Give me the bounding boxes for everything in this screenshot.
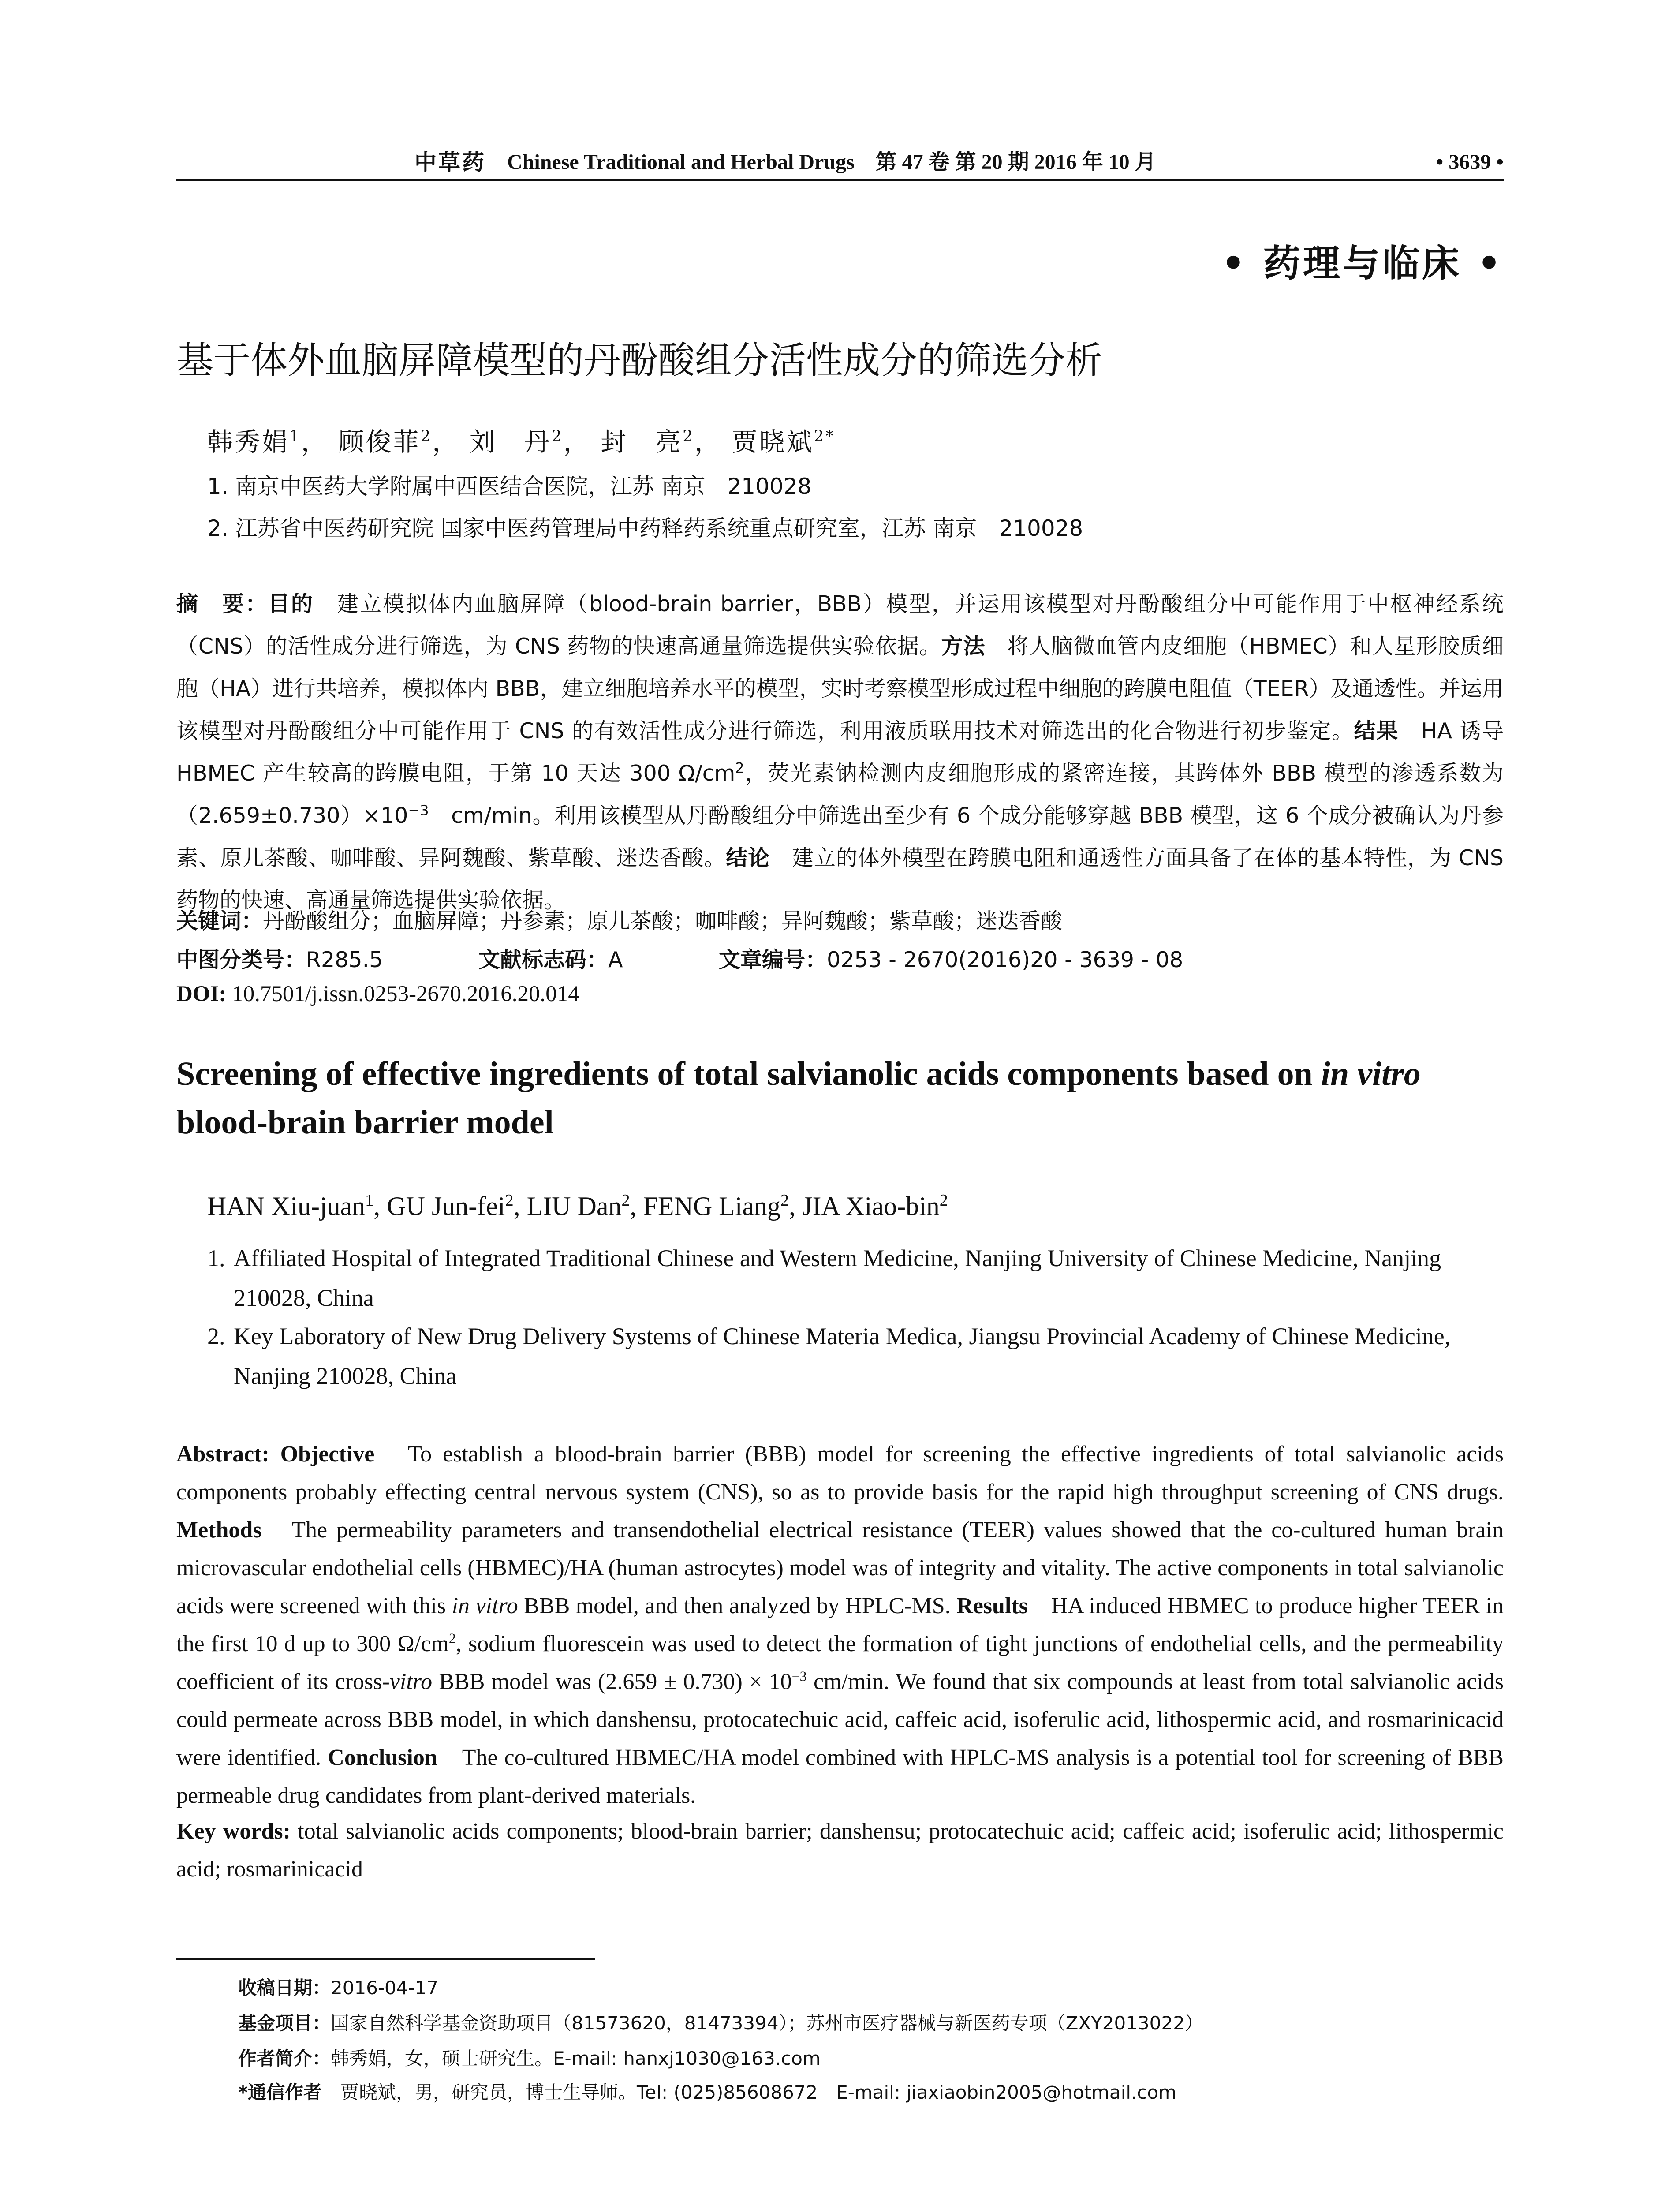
author-affil: 2: [505, 1191, 514, 1210]
footnote-text: 韩秀娟，女，硕士研究生。E-mail: hanxj1030@163.com: [331, 2048, 821, 2069]
footnote-rule: [176, 1958, 595, 1960]
results-text: BBB model was (2.659 ± 0.730) × 10: [432, 1669, 792, 1694]
en-keywords: [176, 1813, 1504, 1888]
footnote-text: 2016-04-17: [331, 1977, 439, 1999]
clc-value: R285.5: [306, 947, 383, 972]
doi-link[interactable]: 10.7501/j.issn.0253-2670.2016.20.014: [226, 982, 579, 1006]
footnote-text: 国家自然科学基金资助项目（81573620，81473394）；苏州市医疗器械与新医药专项（ZXY2013022）: [331, 2012, 1203, 2034]
keywords-label: Key words:: [176, 1819, 291, 1844]
footnote-label: 收稿日期：: [238, 1977, 331, 1999]
en-abstract: [176, 1435, 1504, 1815]
author-affil: 1: [289, 427, 301, 446]
footnote-funding: [238, 2009, 1203, 2035]
doc-code-label: 文献标志码：: [478, 947, 609, 972]
results-label: 结果: [1354, 718, 1399, 744]
cn-affiliation-1: 1. 南京中医药大学附属中西医结合医院，江苏 南京 210028: [207, 474, 812, 499]
en-title-part: blood-brain barrier model: [176, 1104, 554, 1141]
results-text: , sodium fluorescein was used to detect the formation of tight junctions of endothelial cells, and the permeability coefficient of its cross-: [176, 1631, 1504, 1694]
page-number: • 3639 •: [1436, 150, 1504, 174]
cn-article-no: [719, 943, 1183, 974]
superscript: −3: [408, 802, 429, 819]
methods-text: 将人脑微血管内皮细胞（HBMEC）和人星形胶质细胞（HA）进行共培养，模拟体内 BBB，建立细胞培养水平的模型，实时考察模型形成过程中细胞的跨膜电阻值（TEER）及通透性。并运用该模型对丹酚酸组分中可能作用于 CNS 的有效活性成分进行筛选，利用液质联用技术对筛选出的化合物进行初步鉴定。: [176, 634, 1504, 744]
results-text: ，荧光素钠检测内皮细胞形成的紧密连接，其跨体外 BBB 模型的渗透系数为（2.659±0.730）×10: [176, 761, 1504, 828]
footnote-author-bio: [238, 2044, 821, 2070]
abstract-label: 摘 要：: [176, 591, 268, 617]
italic-term: vitro: [389, 1669, 433, 1694]
methods-label: Methods: [176, 1517, 262, 1543]
author-name: JIA Xiao-bin: [802, 1192, 940, 1221]
doc-code-value: A: [608, 947, 623, 972]
journal-info: Chinese Traditional and Herbal Drugs 第 47 卷 第 20 期 2016 年 10 月: [507, 150, 1156, 174]
abstract-label: Abstract: Objective: [176, 1442, 375, 1467]
author-name: GU Jun-fei: [387, 1192, 505, 1221]
conclusion-text: The co-cultured HBMEC/HA model combined with HPLC-MS analysis is a potential tool for screening of BBB permeable drug candidates from plant-derived materials.: [176, 1745, 1504, 1808]
conclusion-text: 建立的体外模型在跨膜电阻和通透性方面具备了在体的基本特性，为 CNS 药物的快速、高通量筛选提供实验依据。: [176, 845, 1504, 913]
affiliation-text-cont: Nanjing 210028, China: [234, 1363, 457, 1389]
affiliation-number: 2.: [207, 1323, 225, 1349]
affiliation-number: 1.: [207, 1245, 225, 1271]
results-text: HA 诱导 HBMEC 产生较高的跨膜电阻，于第 10 天达 300 Ω/cm: [176, 718, 1504, 786]
doi-label: DOI:: [176, 982, 227, 1006]
cn-title: 基于体外血脑屏障模型的丹酚酸组分活性成分的筛选分析: [176, 339, 1103, 382]
cn-authors: 韩秀娟$^1$， 顾俊菲$^2$， 刘 丹$^2$， 封 亮$^2$， 贾晓斌$^{2*}$: [207, 427, 836, 457]
conclusion-label: 结论: [726, 845, 770, 871]
author-name: FENG Liang: [643, 1192, 781, 1221]
author-name: 顾俊菲: [338, 427, 421, 457]
author-affil: 2: [939, 1191, 948, 1210]
article-no-label: 文章编号：: [719, 947, 827, 972]
objective-label: 目的: [268, 591, 314, 617]
footnote-label: 作者简介：: [238, 2048, 331, 2069]
footnote-label: 基金项目：: [238, 2012, 331, 2034]
cn-doc-code: [478, 943, 623, 974]
affiliation-text-cont: 210028, China: [234, 1285, 374, 1311]
section-label: • 药理与临床 •: [1221, 241, 1504, 285]
author-name: 刘 丹: [469, 427, 552, 457]
conclusion-label: Conclusion: [328, 1745, 437, 1770]
objective-text: 建立模拟体内血脑屏障（blood-brain barrier，BBB）模型，并运用该模型对丹酚酸组分中可能作用于中枢神经系统（CNS）的活性成分进行筛选，为 CNS 药物的快速高通量筛选提供实验依据。: [176, 591, 1504, 659]
methods-text: The permeability parameters and transendothelial electrical resistance (TEER) values showed that the co-cultured human brain microvascular endothelial cells (HBMEC)/HA (human astrocytes) model was of integrity and vitality. The active components in total salvianolic acids were screened with this: [176, 1517, 1504, 1618]
author-affil: 1: [365, 1191, 374, 1210]
results-text: cm/min. We found that six compounds at least from total salvianolic acids could permeate across BBB model, in which danshensu, protocatechuic acid, caffeic acid, isoferulic acid, lithospermic acid, and rosmarinicacid were identified.: [176, 1669, 1504, 1770]
footnote-corresponding: [238, 2078, 1176, 2104]
keywords-text: total salvianolic acids components; blood-brain barrier; danshensu; protocatechuic acid; caffeic acid; isoferulic acid; lithospermic acid; rosmarinicacid: [176, 1819, 1504, 1882]
en-affiliation-1: [207, 1238, 1504, 1318]
author-affil: 2: [683, 427, 694, 446]
article-no-value: 0253 - 2670(2016)20 - 3639 - 08: [827, 947, 1183, 972]
author-affil: 2: [621, 1191, 630, 1210]
footnote-label: *通信作者: [238, 2082, 322, 2103]
keywords-text: 丹酚酸组分；血脑屏障；丹参素；原儿茶酸；咖啡酸；异阿魏酸；紫草酸；迷迭香酸: [263, 908, 1063, 934]
cn-affiliation-2: 2. 江苏省中医药研究院 国家中医药管理局中药释药系统重点研究室，江苏 南京 210028: [207, 516, 1083, 541]
author-affil: 2: [780, 1191, 789, 1210]
author-affil: 2: [551, 427, 564, 446]
footnote-text: 贾晓斌，男，研究员，博士生导师。Tel: (025)85608672 E-mail: jiaxiaobin2005@hotmail.com: [321, 2082, 1177, 2103]
methods-text: BBB model, and then analyzed by HPLC-MS.: [518, 1593, 957, 1618]
superscript: −3: [791, 1668, 807, 1684]
clc-label: 中图分类号：: [176, 947, 306, 972]
methods-label: 方法: [941, 634, 986, 659]
author-name: 韩秀娟: [207, 427, 290, 457]
journal-name-cn: 中草药: [414, 149, 486, 175]
author-name: 贾晓斌: [732, 427, 814, 457]
en-title-part: Screening of effective ingredients of total salvianolic acids components based on: [176, 1055, 1321, 1092]
author-affil: 2*: [814, 427, 836, 446]
en-affiliation-2: [207, 1316, 1504, 1396]
cn-abstract: [176, 583, 1504, 922]
header-rule: [176, 179, 1504, 181]
keywords-label: 关键词：: [176, 908, 263, 934]
results-label: Results: [956, 1593, 1028, 1618]
doi-line: [176, 981, 579, 1007]
en-title: [176, 1050, 1504, 1147]
running-header: [176, 146, 1504, 179]
objective-text: To establish a blood-brain barrier (BBB) model for screening the effective ingredients of total salvianolic acids components probably effecting central nervous system (CNS), so as to provide basis for the rapid high throughput screening of CNS drugs.: [176, 1442, 1504, 1505]
superscript: 2: [448, 1630, 456, 1646]
results-text: cm/min。利用该模型从丹酚酸组分中筛选出至少有 6 个成分能够穿越 BBB 模型，这 6 个成分被确认为丹参素、原儿茶酸、咖啡酸、异阿魏酸、紫草酸、迷迭香酸。: [176, 803, 1504, 871]
en-title-italic: in vitro: [1321, 1055, 1421, 1092]
author-name: LIU Dan: [526, 1192, 622, 1221]
superscript: 2: [735, 759, 744, 777]
affiliation-text: Key Laboratory of New Drug Delivery Systems of Chinese Materia Medica, Jiangsu Provincial Academy of Chinese Medicine,: [234, 1323, 1451, 1349]
affiliation-text: Affiliated Hospital of Integrated Traditional Chinese and Western Medicine, Nanjing University of Chinese Medicine, Nanjing: [234, 1245, 1441, 1271]
footnote-received: [238, 1973, 438, 2000]
results-text: HA induced HBMEC to produce higher TEER in the first 10 d up to 300 Ω/cm: [176, 1593, 1504, 1656]
cn-classification: [176, 943, 383, 974]
author-name: HAN Xiu-juan: [207, 1192, 366, 1221]
author-name: 封 亮: [601, 427, 683, 457]
author-affil: 2: [420, 427, 433, 446]
en-authors: HAN Xiu-juan$^1$, GU Jun-fei$^2$, LIU Dan$^2$, FENG Liang$^2$, JIA Xiao-bin$^2$: [207, 1191, 948, 1221]
cn-keywords: [176, 904, 1062, 935]
italic-term: in vitro: [452, 1593, 518, 1618]
